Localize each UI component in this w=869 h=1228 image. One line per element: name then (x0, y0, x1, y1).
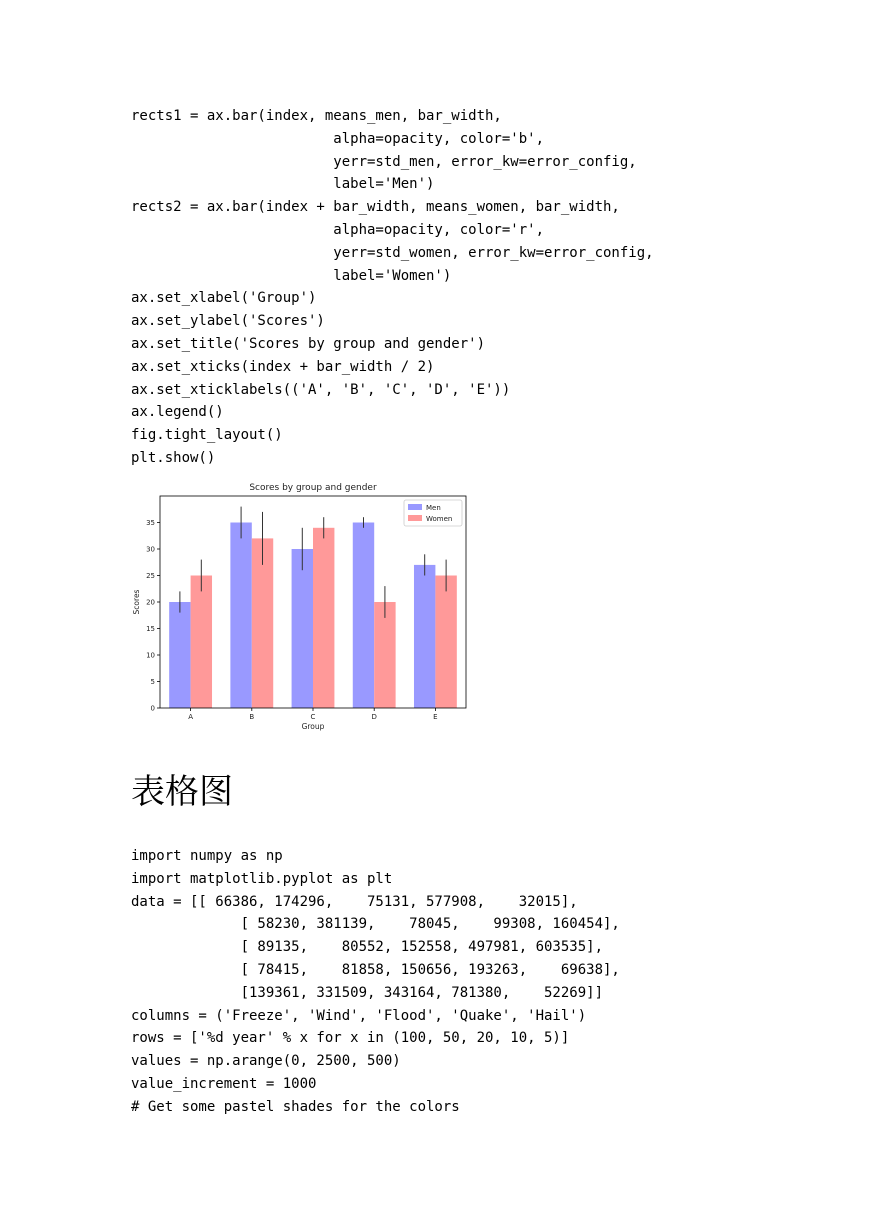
y-tick-label: 30 (146, 545, 155, 554)
y-tick-label: 25 (146, 572, 155, 580)
code-line: plt.show() (131, 449, 216, 466)
code-block-bar-chart (131, 105, 654, 470)
code-line: fig.tight_layout() (131, 427, 283, 444)
x-tick-label: D (371, 713, 377, 721)
legend-label-women: Women (426, 515, 453, 523)
code-line: ax.set_xticklabels(('A', 'B', 'C', 'D', 'E')) (131, 381, 511, 398)
bar-chart-figure (127, 478, 473, 740)
code-line: data = [[ 66386, 174296, 75131, 577908, 32015], (131, 893, 578, 910)
code-line: label='Women') (131, 267, 452, 284)
section-heading: 表格图 (131, 772, 233, 812)
code-line: columns = ('Freeze', 'Wind', 'Flood', 'Quake', 'Hail') (131, 1007, 587, 1024)
y-tick-label: 10 (146, 651, 155, 660)
bar-women-C (313, 528, 334, 708)
bar-men-E (414, 565, 435, 708)
x-tick-label: E (433, 713, 438, 721)
bar-men-B (230, 523, 251, 709)
code-line: [ 78415, 81858, 150656, 193263, 69638], (131, 961, 620, 978)
code-line: ax.set_xticks(index + bar_width / 2) (131, 358, 435, 375)
bar-women-D (374, 602, 395, 708)
x-tick-label: A (188, 713, 193, 721)
x-axis-label: Group (301, 722, 325, 731)
code-line: alpha=opacity, color='b', (131, 130, 545, 147)
bar-chart (127, 478, 473, 740)
code-line: rects2 = ax.bar(index + bar_width, means_women, bar_width, (131, 199, 620, 216)
y-tick-label: 15 (146, 625, 155, 633)
bar-men-D (353, 523, 374, 709)
code-line: value_increment = 1000 (131, 1075, 317, 1092)
code-line: ax.legend() (131, 404, 224, 421)
bar-men-A (169, 602, 190, 708)
code-line: label='Men') (131, 176, 435, 193)
code-line: rects1 = ax.bar(index, means_men, bar_width, (131, 108, 502, 124)
code-line: import matplotlib.pyplot as plt (131, 870, 393, 887)
code-line: [ 58230, 381139, 78045, 99308, 160454], (131, 916, 620, 933)
code-line: yerr=std_men, error_kw=error_config, (131, 153, 637, 170)
chart-svg (127, 478, 473, 740)
code-line: rows = ['%d year' % x for x in (100, 50, 20, 10, 5)] (131, 1030, 570, 1047)
y-tick-label: 35 (146, 519, 155, 527)
y-tick-label: 0 (150, 704, 155, 713)
bar-women-E (435, 576, 456, 709)
chart-title: Scores by group and gender (249, 483, 377, 493)
code-line: ax.set_title('Scores by group and gender') (131, 335, 486, 352)
code-line: ax.set_ylabel('Scores') (131, 313, 325, 330)
code-line: values = np.arange(0, 2500, 500) (131, 1053, 401, 1070)
bar-men-C (292, 549, 313, 708)
legend-swatch-women (408, 515, 422, 521)
x-tick-label: C (310, 713, 316, 721)
y-tick-label: 20 (146, 598, 155, 607)
code-line: ax.set_xlabel('Group') (131, 290, 317, 307)
code-line: yerr=std_women, error_kw=error_config, (131, 244, 654, 261)
code-line: import numpy as np (131, 848, 283, 864)
bar-women-A (191, 576, 212, 709)
code-line: # Get some pastel shades for the colors (131, 1098, 460, 1115)
code-line: alpha=opacity, color='r', (131, 221, 545, 238)
code-line: [139361, 331509, 343164, 781380, 52269]] (131, 984, 604, 1001)
x-tick-label: B (249, 713, 255, 721)
y-axis-label: Scores (132, 589, 141, 615)
y-tick-label: 5 (150, 678, 155, 686)
code-line: [ 89135, 80552, 152558, 497981, 603535], (131, 939, 604, 956)
legend-swatch-men (408, 504, 422, 510)
legend-label-men: Men (426, 504, 441, 512)
code-block-table-chart (131, 845, 620, 1119)
